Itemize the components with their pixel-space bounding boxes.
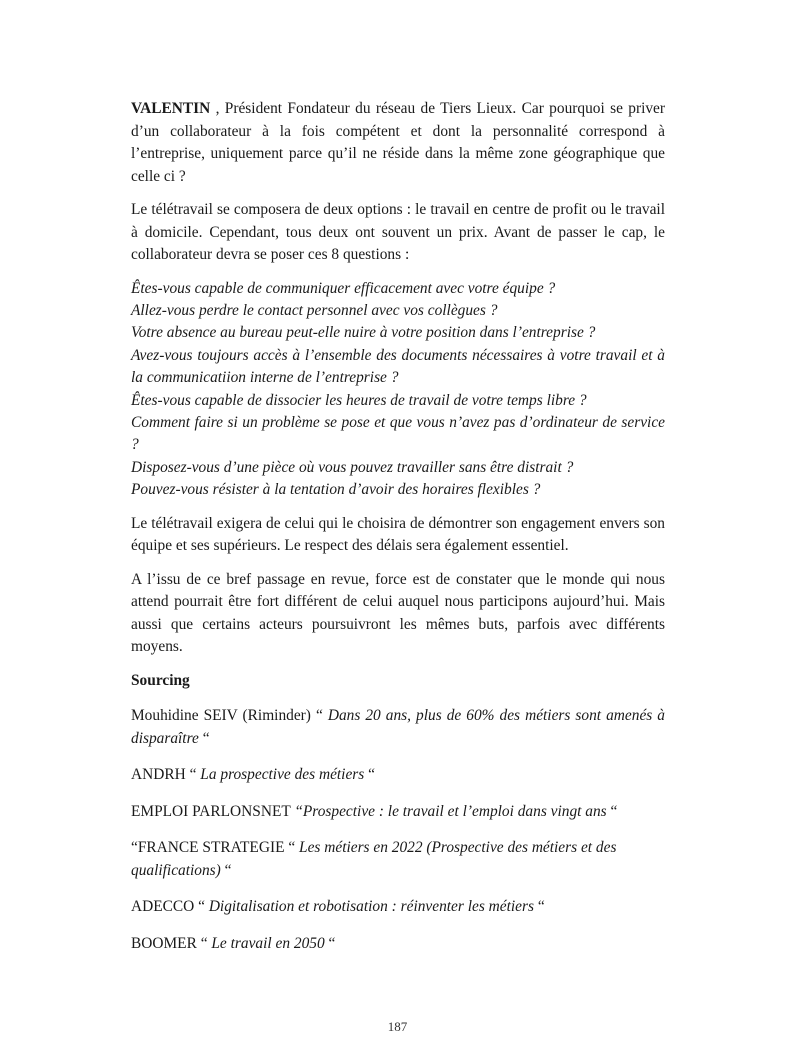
source-name: ANDRH “: [131, 766, 201, 784]
question-item: Pouvez-vous résister à la tentation d’avoir des horaires flexibles ?: [131, 481, 541, 499]
source-close-quote: “: [324, 934, 336, 952]
source-item: [131, 705, 665, 750]
source-item: [131, 764, 665, 787]
sourcing-heading: Sourcing: [131, 671, 190, 689]
intro-paragraph: [131, 98, 665, 188]
source-close-quote: “: [533, 898, 545, 916]
source-title: Le travail en 2050: [211, 934, 325, 952]
intro-text: , Président Fondateur du réseau de Tiers Lieux. Car pourquoi se priver d’un collaborateur à la fois compétent et dont la personnalité correspond à l’entreprise, uniquement parce qu’il ne réside dans la même zone géographique que celle ci ?: [131, 100, 665, 185]
questions-list: [131, 278, 665, 502]
source-item: [131, 933, 665, 956]
source-close-quote: “: [364, 766, 375, 784]
question-item: Êtes-vous capable de communiquer efficacement avec votre équipe ?: [131, 279, 556, 297]
conclusion-paragraph: A l’issu de ce bref passage en revue, force est de constater que le monde qui nous attend pourrait être fort différent de celui auquel nous participons aujourd’hui. Mais aussi que certains acteurs poursuivront les mêmes buts, parfois avec différents moyens.: [131, 570, 665, 656]
question-item: Avez-vous toujours accès à l’ensemble des documents nécessaires à votre travail et à la communicatiion interne de l’entreprise ?: [131, 346, 665, 387]
question-item: Allez-vous perdre le contact personnel avec vos collègues ?: [131, 301, 498, 319]
page-number: 187: [387, 1019, 408, 1034]
source-item: [131, 801, 665, 824]
intro-name: VALENTIN: [131, 100, 211, 117]
source-name: “FRANCE STRATEGIE “: [131, 839, 300, 857]
source-item: [131, 896, 665, 919]
question-item: Êtes-vous capable de dissocier les heures de travail de votre temps libre ?: [131, 391, 587, 409]
question-item: Votre absence au bureau peut-elle nuire à votre position dans l’entreprise ?: [131, 324, 596, 342]
source-name: EMPLOI PARLONSNET: [131, 802, 295, 820]
source-close-quote: “: [606, 802, 618, 820]
source-title: Digitalisation et robotisation : réinventer les métiers: [208, 898, 534, 916]
source-name: ADECCO “: [131, 898, 209, 916]
source-close-quote: “: [198, 729, 210, 747]
engagement-paragraph: Le télétravail exigera de celui qui le choisira de démontrer son engagement envers son équipe et ses supérieurs. Le respect des délais sera également essentiel.: [131, 514, 665, 555]
question-item: Disposez-vous d’une pièce où vous pouvez travailler sans être distrait ?: [131, 458, 574, 476]
source-title: “Prospective : le travail et l’emploi dans vingt ans: [294, 802, 607, 820]
source-item: [131, 837, 665, 882]
source-close-quote: “: [220, 861, 232, 879]
source-title: Dans 20 ans, plus de 60% des métiers sont amenés à disparaître: [131, 707, 665, 747]
options-paragraph: Le télétravail se composera de deux options : le travail en centre de profit ou le travail à domicile. Cependant, tous deux ont souvent un prix. Avant de passer le cap, le collaborateur devra se poser ces 8 questions :: [131, 201, 665, 263]
source-name: Mouhidine SEIV (Riminder) “: [131, 707, 328, 725]
source-title: La prospective des métiers: [200, 766, 365, 784]
source-name: BOOMER “: [131, 934, 212, 952]
question-item: Comment faire si un problème se pose et que vous n’avez pas d’ordinateur de service ?: [131, 413, 665, 454]
source-title: Les métiers en 2022 (Prospective des métiers et des qualifications): [131, 839, 617, 879]
document-page: [131, 98, 665, 969]
